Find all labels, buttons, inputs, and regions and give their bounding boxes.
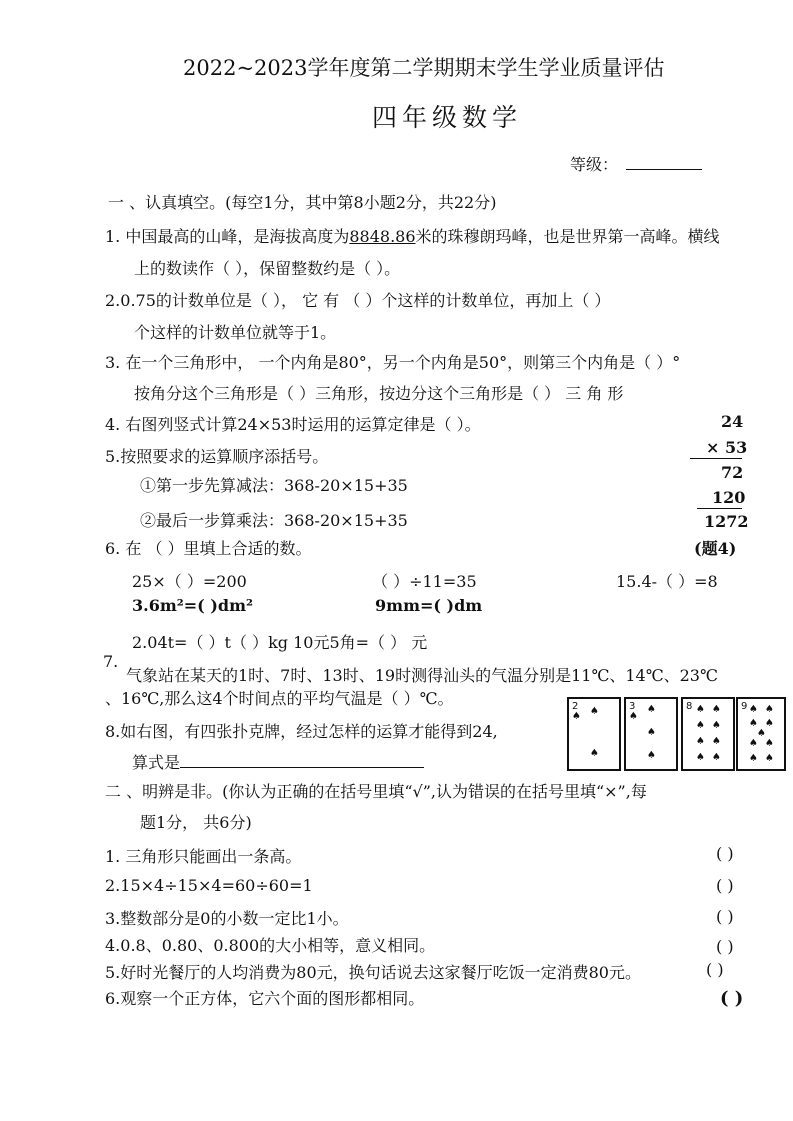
card-3 [681, 697, 735, 771]
grade-blank[interactable] [626, 155, 702, 170]
q1-number: 8848.86 [349, 227, 416, 246]
calc-rule1 [690, 458, 742, 459]
spade-icon: ♠ [765, 704, 774, 715]
q6-r2a: 3.6m²=( )dm² [132, 596, 254, 615]
q5-text: 5.按照要求的运算顺序添括号。 [105, 447, 329, 466]
calc-line2: × 53 [706, 438, 748, 457]
q7-line2: 、16℃,那么这4个时间点的平均气温是（ ）℃。 [105, 689, 454, 708]
q6-r1a: 25×（ ）=200 [132, 572, 247, 591]
spade-icon: ♠ [647, 750, 656, 761]
calc-line1: 24 [721, 412, 744, 431]
spade-icon: ♠ [590, 706, 599, 717]
q5-item1: ①第一步先算减法：368-20×15+35 [140, 476, 408, 495]
card-2 [624, 697, 678, 771]
q3-line2: 按角分这个三角形是（ ）三角形，按边分这个三角形是（ ） 三 角 形 [134, 384, 624, 403]
q8-line2 [132, 750, 424, 773]
spade-icon: ♠ [712, 720, 721, 731]
calc-line5: 1272 [704, 512, 749, 531]
tf-answer-2[interactable]: ( ) [716, 876, 734, 895]
exam-title: 2022~2023学年度第二学期期末学生学业质量评估 [183, 56, 665, 80]
spade-icon: ♠ [765, 753, 774, 764]
q6-r1b: （ ）÷11=35 [372, 572, 477, 591]
spade-icon: ♠ [765, 718, 774, 729]
tf-answer-5[interactable]: ( ) [706, 960, 724, 979]
q6-r1c: 15.4-（ ）=8 [616, 572, 718, 591]
q3-line1: 3. 在一个三角形中， 一个内角是80°，另一个内角是50°，则第三个内角是（ ）° [105, 353, 681, 372]
tf-item-2: 2.15×4÷15×4=60÷60=1 [105, 876, 313, 895]
spade-icon: ♠ [749, 738, 758, 749]
section2-heading-line1: 二 、明辨是非。(你认为正确的在括号里填“√”,认为错误的在括号里填“×”,每 [105, 782, 647, 801]
spade-icon: ♠ [712, 736, 721, 747]
spade-icon: ♠ [712, 704, 721, 715]
q8-answer-blank[interactable] [180, 753, 424, 768]
tf-answer-4[interactable]: ( ) [716, 937, 734, 956]
calc-rule2 [697, 508, 742, 509]
tf-item-3: 3.整数部分是0的小数一定比1小。 [105, 909, 349, 928]
tf-answer-1[interactable]: ( ) [716, 844, 734, 863]
spade-icon: ♠ [572, 711, 581, 722]
spade-icon: ♠ [749, 753, 758, 764]
spade-icon: ♠ [696, 736, 705, 747]
q1-text-a: 1. 中国最高的山峰，是海拔高度为 [105, 227, 350, 246]
calc-line3: 72 [721, 463, 744, 482]
q7-line1: 气象站在某天的1时、7时、13时、19时测得汕头的气温分别是11℃、14℃、23℃ [126, 666, 718, 685]
q6-r3: 2.04t=（ ）t（ ）kg 10元5角=（ ） 元 [132, 633, 428, 652]
tf-answer-3[interactable]: ( ) [716, 907, 734, 926]
exam-subtitle: 四年级数学 [372, 103, 523, 132]
spade-icon: ♠ [712, 752, 721, 763]
q1-text-b: 米的珠穆朗玛峰，也是世界第一高峰。横线 [415, 227, 720, 246]
q6-text: 6. 在 （ ）里填上合适的数。 [105, 539, 312, 558]
spade-icon: ♠ [647, 704, 656, 715]
spade-icon: ♠ [696, 704, 705, 715]
q5-item2: ②最后一步算乘法：368-20×15+35 [140, 511, 408, 530]
card-1-rank: 2 [572, 701, 579, 712]
q2-line1: 2.0.75的计数单位是（ ）， 它 有 （ ）个这样的计数单位，再加上（ ） [105, 291, 611, 310]
q8-label: 算式是 [132, 753, 181, 772]
spade-icon: ♠ [765, 738, 774, 749]
tf-item-5: 5.好时光餐厅的人均消费为80元，换句话说去这家餐厅吃饭一定消费80元。 [105, 963, 641, 982]
tf-item-4: 4.0.8、0.80、0.800的大小相等，意义相同。 [105, 936, 436, 955]
calc-caption: (题4) [694, 539, 737, 558]
spade-icon: ♠ [749, 704, 758, 715]
tf-item-6: 6.观察一个正方体，它六个面的图形都相同。 [105, 989, 425, 1008]
card-1 [567, 697, 621, 771]
section1-heading: 一 、认真填空。(每空1分，其中第8小题2分，共22分) [108, 193, 497, 212]
card-2-rank: 3 [629, 701, 636, 712]
calc-line4: 120 [712, 488, 746, 507]
spade-icon: ♠ [629, 711, 638, 722]
q1-line2: 上的数读作（ ），保留整数约是（ ）。 [134, 259, 401, 278]
q8-line1: 8.如右图，有四张扑克牌，经过怎样的运算才能得到24, [105, 722, 498, 741]
spade-icon: ♠ [696, 720, 705, 731]
section2-heading-line2: 题1分， 共6分) [140, 813, 252, 832]
q4-text: 4. 右图列竖式计算24×53时运用的运算定律是（ ）。 [105, 415, 481, 434]
spade-icon: ♠ [647, 727, 656, 738]
tf-item-1: 1. 三角形只能画出一条高。 [105, 847, 302, 866]
q2-line2: 个这样的计数单位就等于1。 [134, 323, 337, 342]
q7-number: 7. [103, 652, 119, 671]
q1-line1 [105, 224, 720, 247]
grade-field [570, 152, 702, 175]
card-3-rank: 8 [686, 701, 693, 712]
spade-icon: ♠ [590, 748, 599, 759]
card-4-rank: 9 [741, 701, 748, 712]
spade-icon: ♠ [696, 752, 705, 763]
grade-label: 等级： [570, 155, 619, 174]
card-4 [736, 697, 786, 771]
spade-icon: ♠ [749, 718, 758, 729]
q6-r2b: 9mm=( )dm [375, 596, 483, 615]
spade-icon: ♠ [757, 728, 766, 739]
tf-answer-6[interactable]: ( ) [720, 988, 744, 1009]
